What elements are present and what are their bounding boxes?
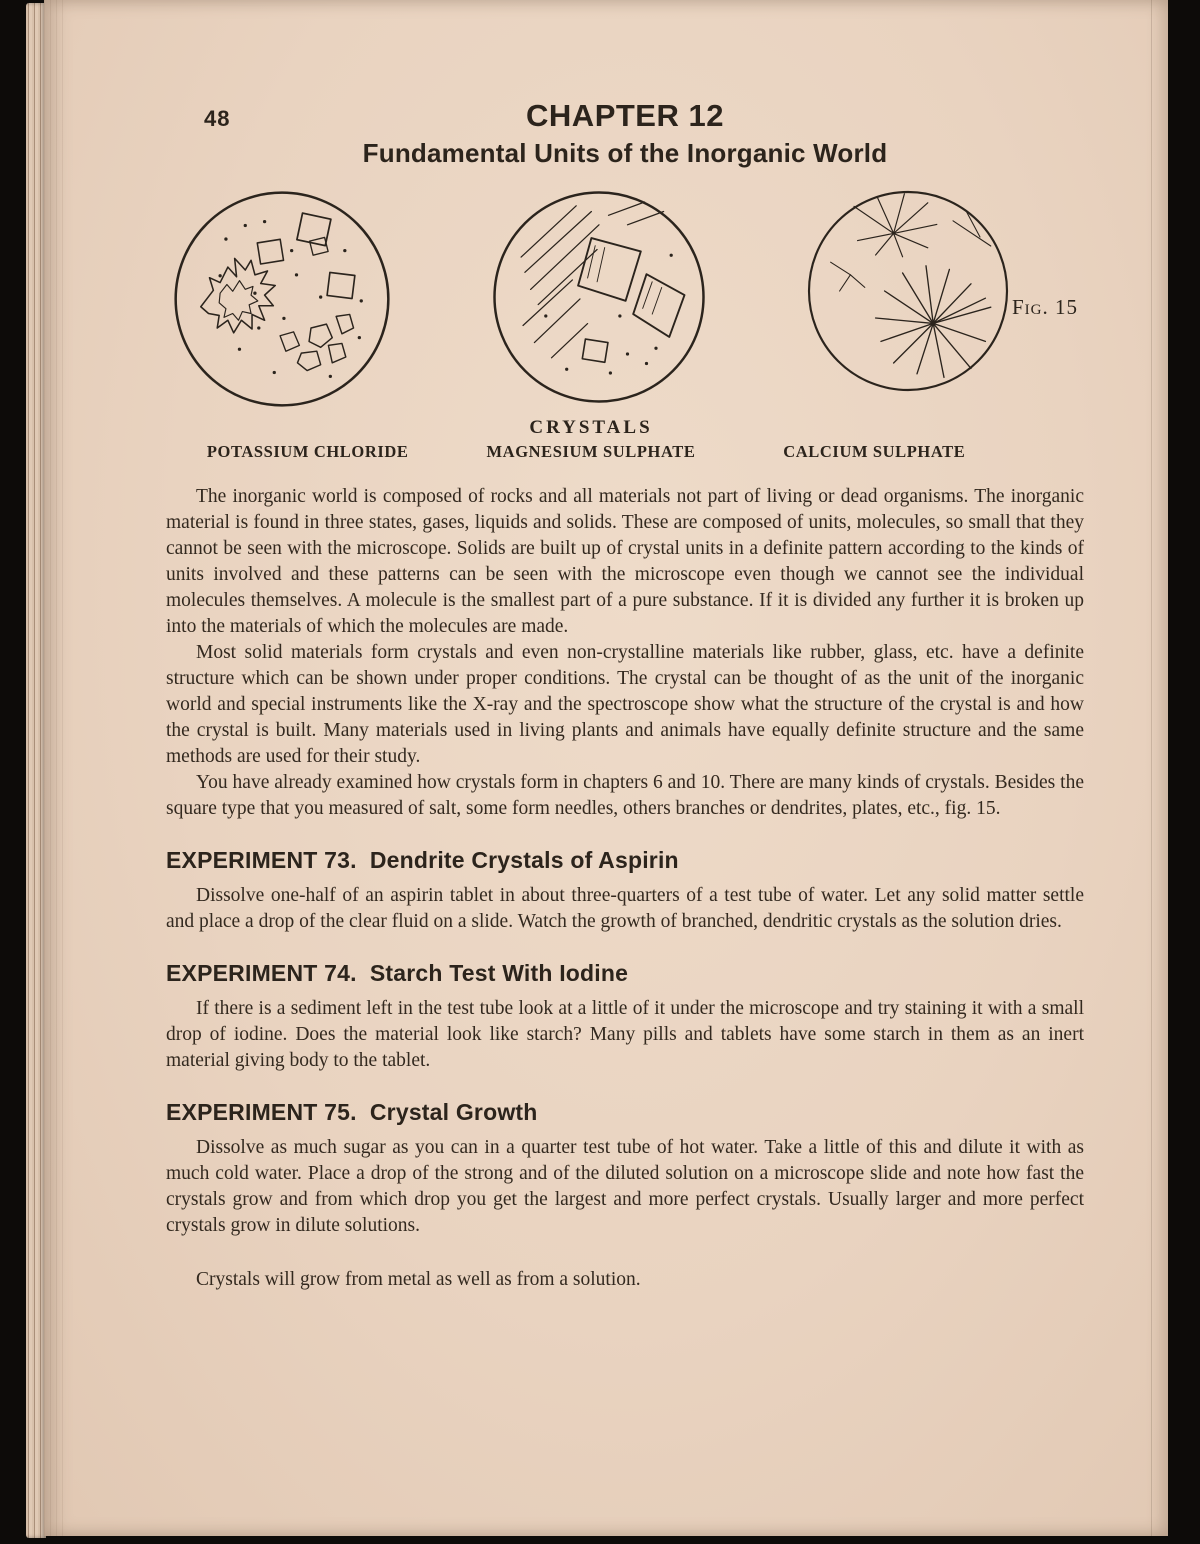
chapter-heading: CHAPTER 12 bbox=[526, 98, 724, 133]
crystals-caption: CRYSTALS bbox=[529, 417, 653, 438]
book-page-edges bbox=[26, 3, 46, 1538]
chapter-subtitle: Fundamental Units of the Inorganic World bbox=[362, 138, 888, 168]
experiment-74-section bbox=[166, 960, 1084, 1074]
paragraph: The inorganic world is composed of rocks and all materials not part of living or dead organisms. The inorganic material is found in three states, gases, liquids and solids. These are composed of units, molecules, so small that they cannot be seen with the microscope. Solids are built up of crystal units in a definite pattern according to the kinds of units involved and these patterns can be seen with the microscope even though we cannot see the individual molecules themselves. A molecule is the smallest part of a pure substance. If it is divided any further it is broken up into the materials of which the molecules are made. bbox=[166, 486, 1084, 637]
calcium-sulphate-illustration bbox=[800, 183, 1016, 399]
experiment-73-body: Dissolve one-half of an aspirin tablet in about three-quarters of a test tube of water. Let any solid matter settle and place a drop of the clear fluid on a slide. Watch the growth of branched, dendritic crystals as the solution dries. bbox=[166, 885, 1084, 932]
crystal-labels-row bbox=[166, 442, 1016, 462]
figure-15 bbox=[166, 183, 1084, 462]
experiment-75-section bbox=[166, 1099, 1084, 1239]
book-page bbox=[44, 0, 1168, 1536]
intro-paragraphs bbox=[166, 484, 1084, 822]
page-number: 48 bbox=[204, 106, 231, 131]
crystal-illustrations bbox=[166, 183, 1016, 415]
closing-line: Crystals will grow from metal as well as from a solution. bbox=[196, 1269, 641, 1290]
paragraph: You have already examined how crystals form in chapters 6 and 10. There are many kinds of crystals. Besides the square type that you measured of salt, some form needles, others branches or dendrites, plates, etc., fig. 15. bbox=[166, 772, 1084, 819]
paragraph: Most solid materials form crystals and even non-crystalline materials like rubber, glass, etc. have a definite structure which can be shown under proper conditions. The crystal can be thought of as the unit of the inorganic world and special instruments like the X-ray and the spectroscope show what the structure of the crystal is and how the crystal is built. Many materials used in living plants and animals have equally definite structure and the same methods are used for their study. bbox=[166, 642, 1084, 767]
experiment-75-body: Dissolve as much sugar as you can in a quarter test tube of hot water. Take a little of this and dilute it with as much cold water. Place a drop of the strong and of the diluted solution on a microscope slide and note how fast the crystals grow and from which drop you get the largest and more perfect crystals. Usually larger and more perfect crystals grow in dilute solutions. bbox=[166, 1137, 1084, 1236]
figure-captions bbox=[166, 417, 1016, 462]
experiment-74-heading: EXPERIMENT 74. Starch Test With Iodine bbox=[166, 960, 629, 986]
magnesium-sulphate-illustration bbox=[485, 183, 713, 411]
experiment-74-body: If there is a sediment left in the test tube look at a little of it under the microscope and try staining it with a small drop of iodine. Does the material look like starch? Many pills and tablets have some starch in them as an inert material giving body to the tablet. bbox=[166, 998, 1084, 1071]
experiment-73-section bbox=[166, 847, 1084, 935]
label-calcium-sulphate: CALCIUM SULPHATE bbox=[783, 442, 966, 461]
experiment-73-heading: EXPERIMENT 73. Dendrite Crystals of Aspirin bbox=[166, 847, 679, 873]
potassium-chloride-illustration bbox=[166, 183, 398, 415]
experiment-75-heading: EXPERIMENT 75. Crystal Growth bbox=[166, 1099, 538, 1125]
label-magnesium-sulphate: MAGNESIUM SULPHATE bbox=[486, 442, 696, 461]
label-potassium-chloride: POTASSIUM CHLORIDE bbox=[206, 442, 409, 461]
page-content bbox=[44, 0, 1168, 1293]
chapter-header bbox=[166, 98, 1084, 169]
figure-number-label: Fig. 15 bbox=[1011, 295, 1078, 319]
